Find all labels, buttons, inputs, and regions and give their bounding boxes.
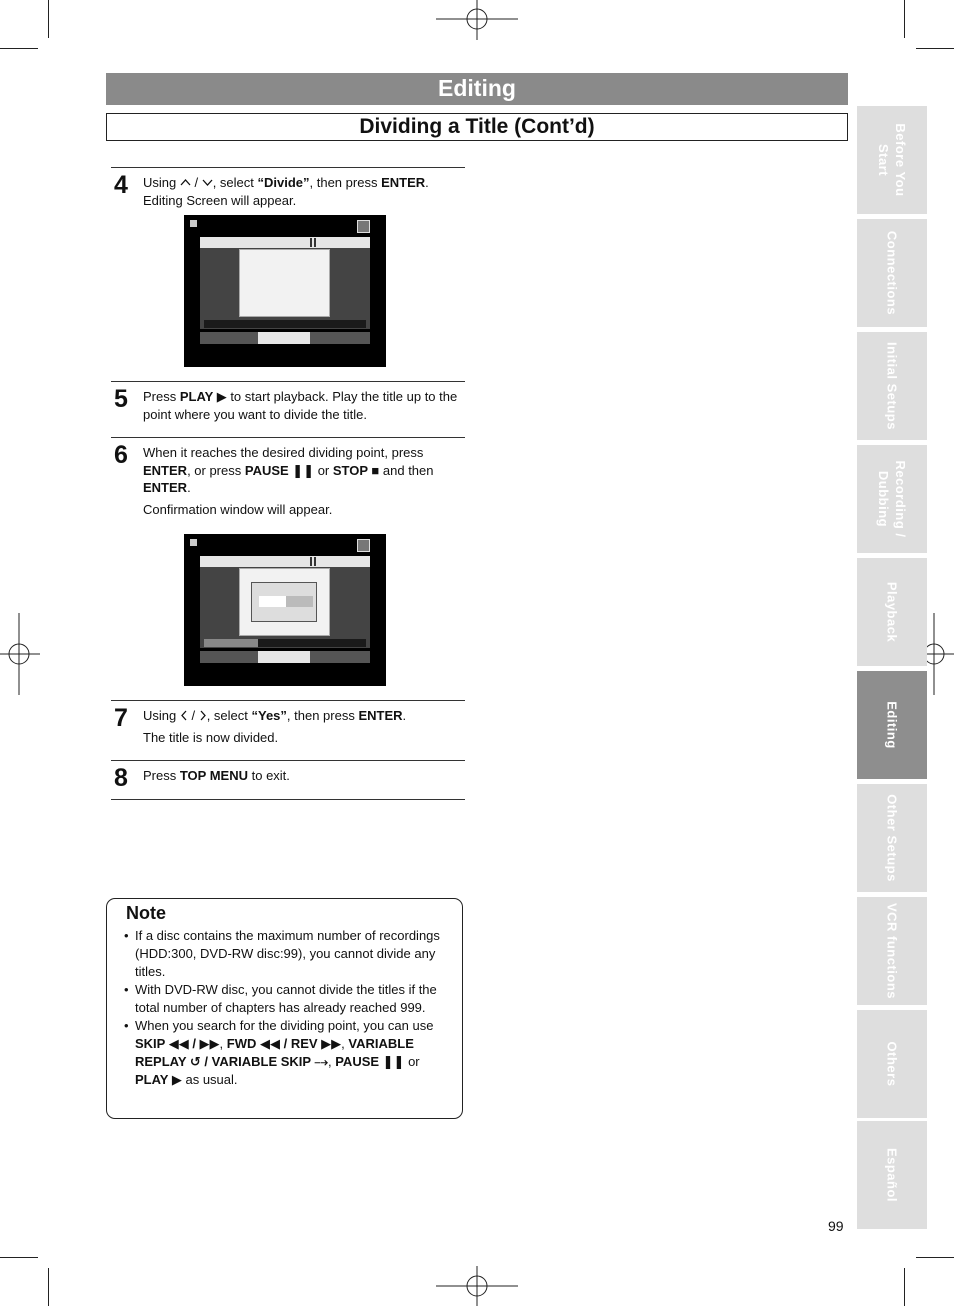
- step-text: Using / , select “Divide”, then press ENTER. Editing Screen will appear.: [143, 175, 429, 208]
- step-text: Using / , select “Yes”, then press ENTER. The title is now divided.: [143, 708, 407, 745]
- indicator-icon: [357, 220, 370, 233]
- page-number: 99: [828, 1218, 844, 1234]
- note-box: [106, 898, 463, 1119]
- note-item: • When you search for the dividing point, you can use SKIP ◀◀ / ▶▶, FWD ◀◀ / REV ▶▶, VARIABLE REPLAY ↺ / VARIABLE SKIP ⤍, PAUSE ❚❚ or PLAY ▶ as usual.: [123, 1017, 447, 1089]
- step-text: Press PLAY ▶ to start playback. Play the title up to the point where you want to divide the title.: [143, 389, 458, 422]
- note-item: • With DVD-RW disc, you cannot divide the titles if the total number of chapters has already reached 999.: [123, 981, 447, 1017]
- tab-others[interactable]: Others: [857, 1010, 927, 1118]
- step-8: [111, 760, 465, 800]
- preview-panel: [200, 556, 370, 648]
- step-text: When it reaches the desired dividing point, press ENTER, or press PAUSE ❚❚ or STOP ■ and then ENTER. Confirmation window will appear.: [143, 445, 434, 517]
- note-list: [123, 927, 447, 1089]
- down-arrow-icon: [202, 178, 213, 187]
- step-number: 7: [114, 704, 128, 732]
- tab-before-you-start[interactable]: Before You Start: [857, 106, 927, 214]
- note-item: • If a disc contains the maximum number of recordings (HDD:300, DVD-RW disc:99), you cannot divide any titles.: [123, 927, 447, 981]
- confirmation-screen-illustration: [184, 534, 386, 686]
- tab-recording-dubbing[interactable]: Recording / Dubbing: [857, 445, 927, 553]
- tab-vcr-functions[interactable]: VCR functions: [857, 897, 927, 1005]
- close-icon: [190, 539, 197, 546]
- step-number: 8: [114, 764, 128, 792]
- step-5: [111, 381, 465, 438]
- registration-mark-left: [0, 613, 40, 695]
- tab-connections[interactable]: Connections: [857, 219, 927, 327]
- steps-divider: [111, 799, 465, 800]
- tab-initial-setups[interactable]: Initial Setups: [857, 332, 927, 440]
- up-arrow-icon: [180, 178, 191, 187]
- editing-screen-illustration: [184, 215, 386, 367]
- tab-other-setups[interactable]: Other Setups: [857, 784, 927, 892]
- left-arrow-icon: [180, 710, 188, 721]
- timeline-bar: [204, 320, 366, 328]
- menu-row: [200, 651, 370, 663]
- section-title: Editing: [106, 73, 848, 105]
- note-title: Note: [126, 903, 166, 923]
- tab-editing[interactable]: Editing: [857, 671, 927, 779]
- yes-button: [259, 596, 286, 607]
- step-7: [111, 700, 465, 761]
- step-number: 5: [114, 385, 128, 413]
- video-preview: [239, 568, 330, 636]
- step-text: Press TOP MENU to exit.: [143, 768, 290, 783]
- right-arrow-icon: [199, 710, 207, 721]
- menu-row: [200, 332, 370, 344]
- registration-mark-bottom: [436, 1266, 518, 1306]
- tab-playback[interactable]: Playback: [857, 558, 927, 666]
- tab-espanol[interactable]: Español: [857, 1121, 927, 1229]
- registration-mark-top: [436, 0, 518, 40]
- close-icon: [190, 220, 197, 227]
- video-preview: [239, 249, 330, 317]
- step-number: 4: [114, 171, 128, 199]
- page-title: Dividing a Title (Cont’d): [106, 113, 848, 141]
- indicator-icon: [357, 539, 370, 552]
- confirmation-dialog: [251, 582, 317, 622]
- step-number: 6: [114, 441, 128, 469]
- timeline-bar: [204, 639, 366, 647]
- preview-panel: [200, 237, 370, 329]
